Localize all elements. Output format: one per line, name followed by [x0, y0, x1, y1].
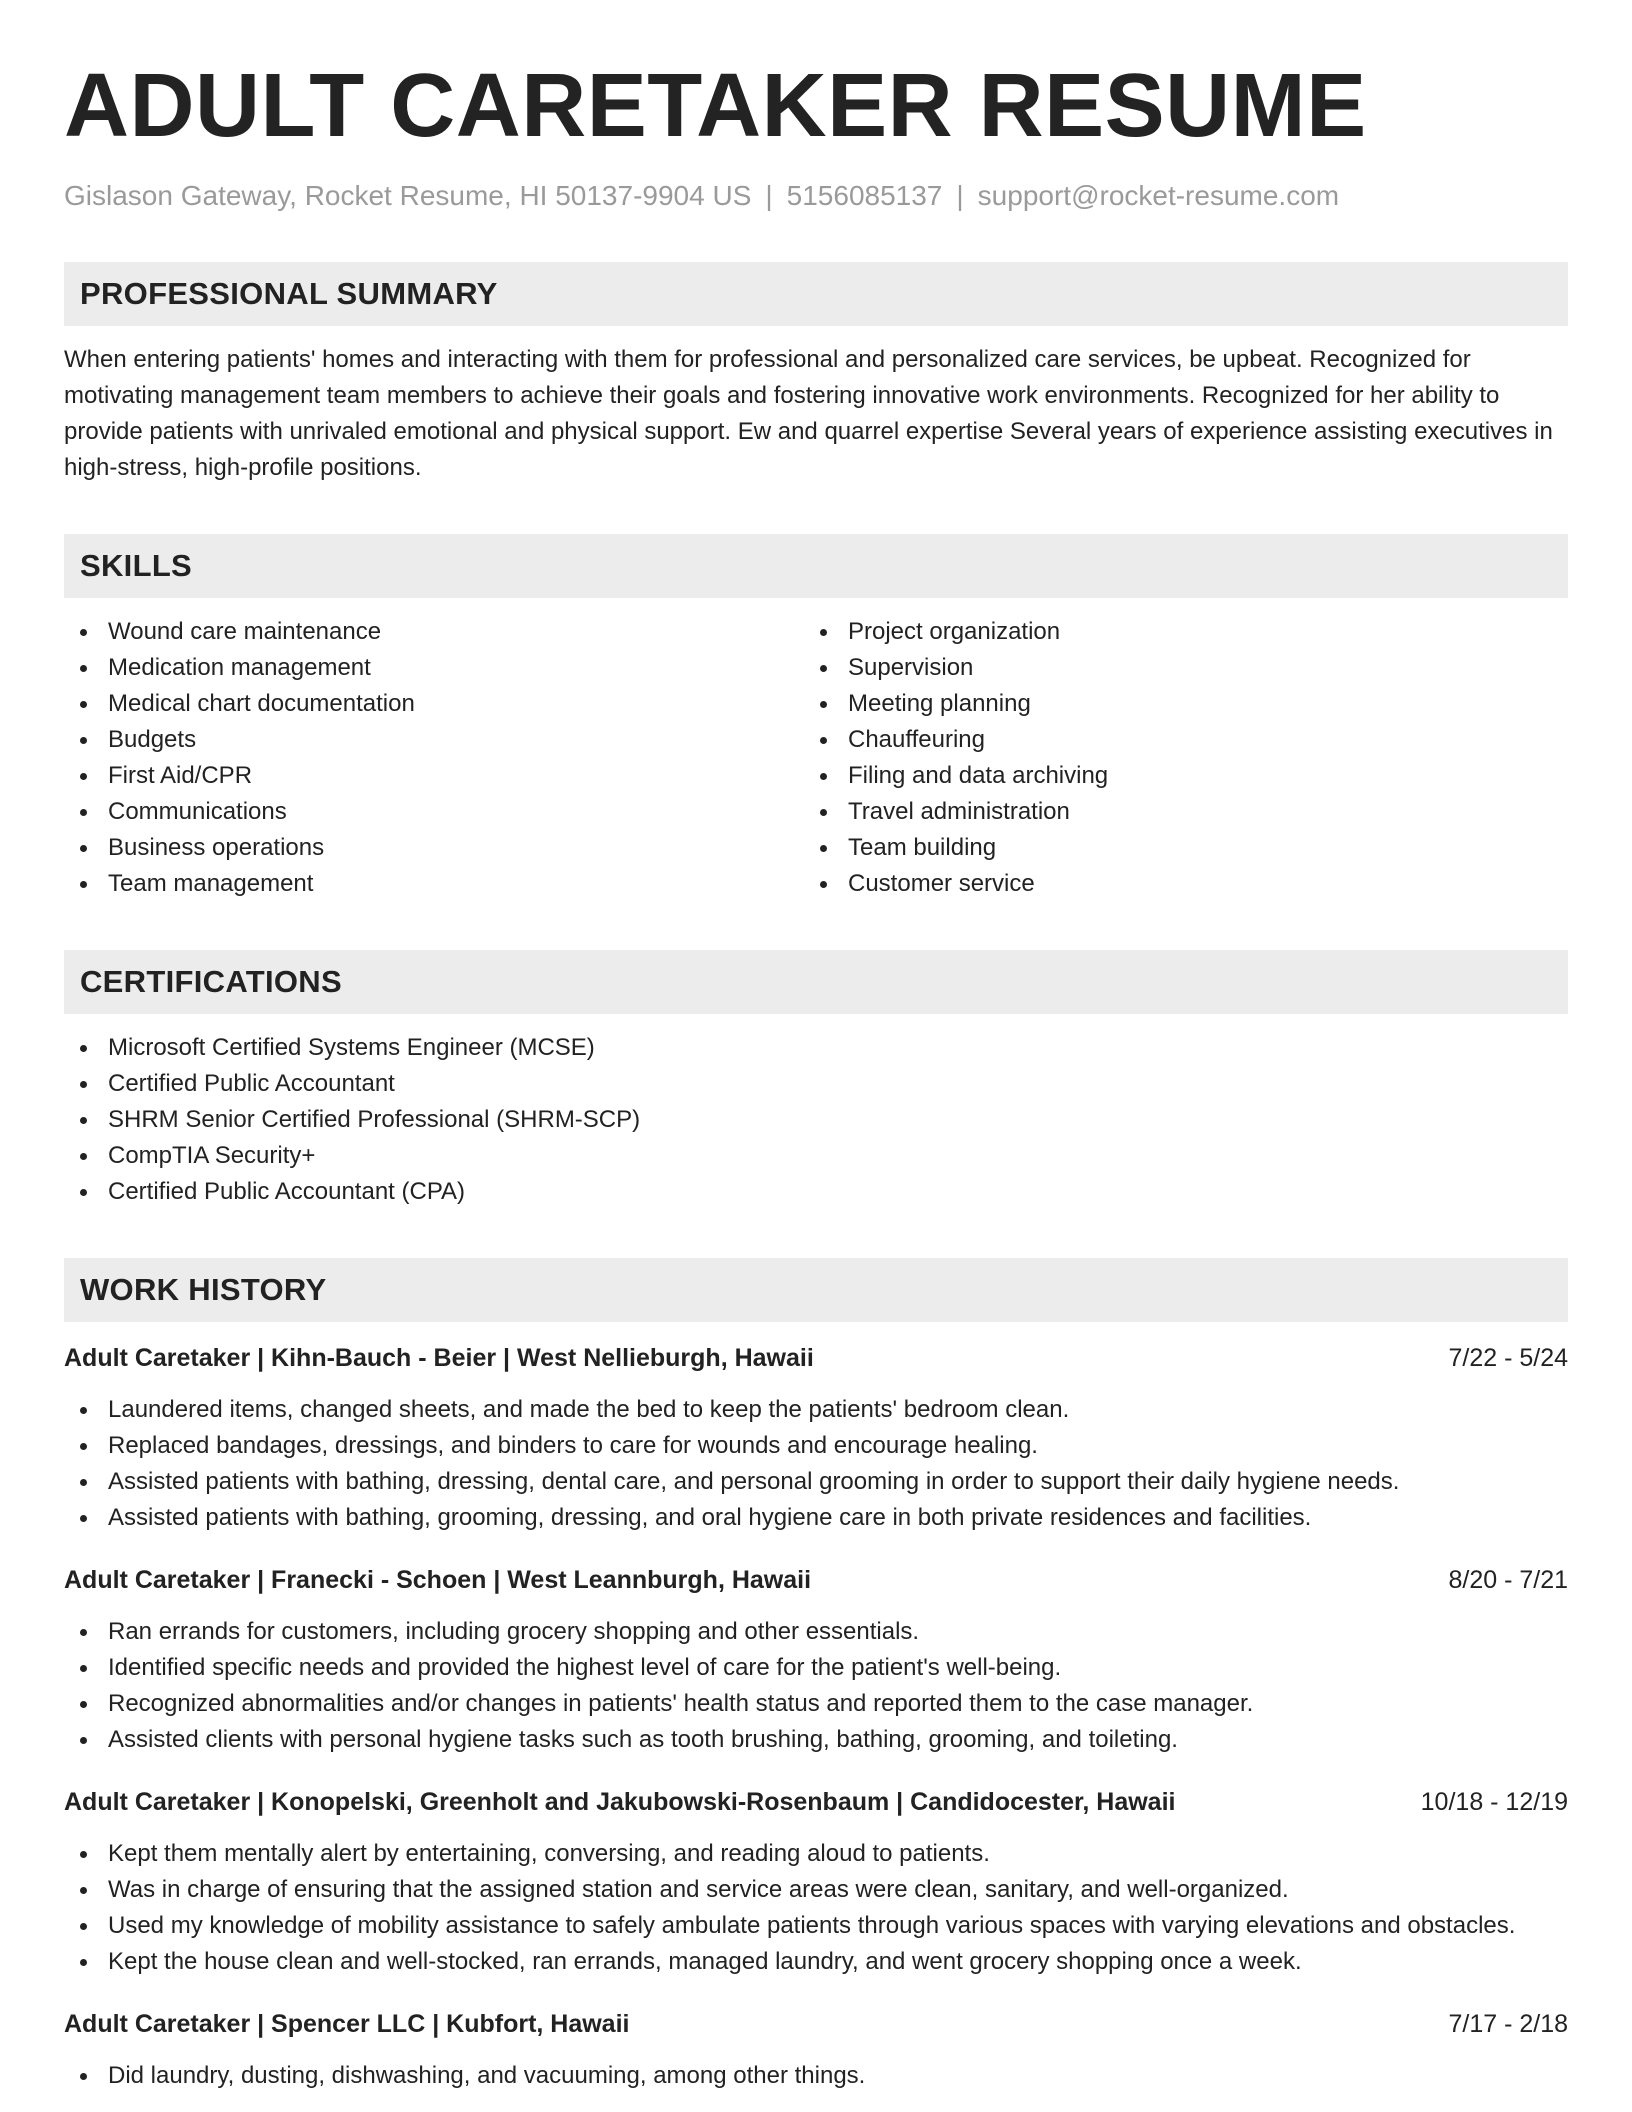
skill-item: Team building [804, 830, 1544, 866]
skill-item: Budgets [64, 722, 804, 758]
job-title: Adult Caretaker | Franecki - Schoen | West Leannburgh, Hawaii [64, 1566, 812, 1594]
job-header [64, 1562, 1568, 1598]
job-title: Adult Caretaker | Spencer LLC | Kubfort, Hawaii [64, 2010, 630, 2038]
contact-email: support@rocket-resume.com [977, 180, 1340, 211]
summary-section-header [64, 262, 1568, 326]
job-bullet: Assisted patients with bathing, grooming, dressing, and oral hygiene care in both private residences and facilities. [64, 1500, 1568, 1536]
job-bullet: Kept the house clean and well-stocked, ran errands, managed laundry, and went grocery shopping once a week. [64, 1944, 1568, 1980]
skill-item: Travel administration [804, 794, 1544, 830]
skill-item: Project organization [804, 614, 1544, 650]
certification-item: SHRM Senior Certified Professional (SHRM-SCP) [64, 1102, 1568, 1138]
job-bullets [64, 1614, 1568, 1758]
resume-title: ADULT CARETAKER RESUME [64, 56, 1367, 156]
job-bullet: Laundered items, changed sheets, and made the bed to keep the patients' bedroom clean. [64, 1392, 1568, 1428]
job-dates: 7/17 - 2/18 [1448, 2010, 1568, 2038]
skill-item: First Aid/CPR [64, 758, 804, 794]
skills-heading: SKILLS [80, 548, 193, 583]
certification-item: Certified Public Accountant [64, 1066, 1568, 1102]
certification-item: Microsoft Certified Systems Engineer (MCSE) [64, 1030, 1568, 1066]
job-bullet: Did laundry, dusting, dishwashing, and vacuuming, among other things. [64, 2058, 1568, 2094]
job-dates: 10/18 - 12/19 [1420, 1788, 1568, 1816]
skill-item: Medication management [64, 650, 804, 686]
contact-separator: | [765, 180, 773, 211]
job-title: Adult Caretaker | Kihn-Bauch - Beier | West Nellieburgh, Hawaii [64, 1344, 814, 1372]
job-bullet: Ran errands for customers, including grocery shopping and other essentials. [64, 1614, 1568, 1650]
certification-item: CompTIA Security+ [64, 1138, 1568, 1174]
job-entry [64, 1340, 1568, 1536]
skills-section-header [64, 534, 1568, 598]
skill-item: Communications [64, 794, 804, 830]
job-bullets [64, 2058, 1568, 2094]
skills-columns [64, 614, 1568, 902]
skill-item: Supervision [804, 650, 1544, 686]
skill-item: Team management [64, 866, 804, 902]
job-entry [64, 1784, 1568, 1980]
job-bullet: Used my knowledge of mobility assistance to safely ambulate patients through various spaces with varying elevations and obstacles. [64, 1908, 1568, 1944]
job-bullet: Assisted clients with personal hygiene tasks such as tooth brushing, bathing, grooming, and toileting. [64, 1722, 1568, 1758]
job-bullet: Recognized abnormalities and/or changes in patients' health status and reported them to the case manager. [64, 1686, 1568, 1722]
work-history-heading: WORK HISTORY [80, 1272, 327, 1307]
summary-text: When entering patients' homes and interacting with them for professional and personalized care services, be upbeat. Recognized for motivating management team members to achieve their goals and fostering innovative work environments. Recognized for her ability to provide patients with unrivaled emotional and physical support. Ew and quarrel expertise Several years of experience assisting executives in high-stress, high-profile positions. [64, 346, 1553, 481]
job-entry [64, 2006, 1568, 2094]
skill-item: Filing and data archiving [804, 758, 1544, 794]
skill-item: Wound care maintenance [64, 614, 804, 650]
skills-left-list [64, 614, 804, 902]
summary-heading: PROFESSIONAL SUMMARY [80, 276, 498, 311]
skill-item: Meeting planning [804, 686, 1544, 722]
skill-item: Chauffeuring [804, 722, 1544, 758]
job-dates: 7/22 - 5/24 [1448, 1344, 1568, 1372]
job-header [64, 2006, 1568, 2042]
skills-right-list [804, 614, 1544, 902]
certification-item: Certified Public Accountant (CPA) [64, 1174, 1568, 1210]
certifications-heading: CERTIFICATIONS [80, 964, 342, 999]
contact-address: Gislason Gateway, Rocket Resume, HI 50137-9904 US [64, 180, 752, 211]
certifications-section-header [64, 950, 1568, 1014]
contact-phone: 5156085137 [786, 180, 943, 211]
job-entry [64, 1562, 1568, 1758]
skill-item: Customer service [804, 866, 1544, 902]
job-bullet: Kept them mentally alert by entertaining, conversing, and reading aloud to patients. [64, 1836, 1568, 1872]
job-title: Adult Caretaker | Konopelski, Greenholt and Jakubowski-Rosenbaum | Candidocester, Hawaii [64, 1788, 1176, 1816]
certifications-list [64, 1030, 1568, 1210]
contact-line [64, 178, 1568, 214]
job-bullets [64, 1392, 1568, 1536]
job-bullet: Replaced bandages, dressings, and binders to care for wounds and encourage healing. [64, 1428, 1568, 1464]
job-bullet: Assisted patients with bathing, dressing, dental care, and personal grooming in order to support their daily hygiene needs. [64, 1464, 1568, 1500]
contact-separator: | [956, 180, 964, 211]
job-bullet: Was in charge of ensuring that the assigned station and service areas were clean, sanitary, and well-organized. [64, 1872, 1568, 1908]
job-header [64, 1784, 1568, 1820]
job-header [64, 1340, 1568, 1376]
skill-item: Business operations [64, 830, 804, 866]
job-bullets [64, 1836, 1568, 1980]
work-history-section-header [64, 1258, 1568, 1322]
skill-item: Medical chart documentation [64, 686, 804, 722]
job-dates: 8/20 - 7/21 [1448, 1566, 1568, 1594]
job-bullet: Identified specific needs and provided the highest level of care for the patient's well-being. [64, 1650, 1568, 1686]
